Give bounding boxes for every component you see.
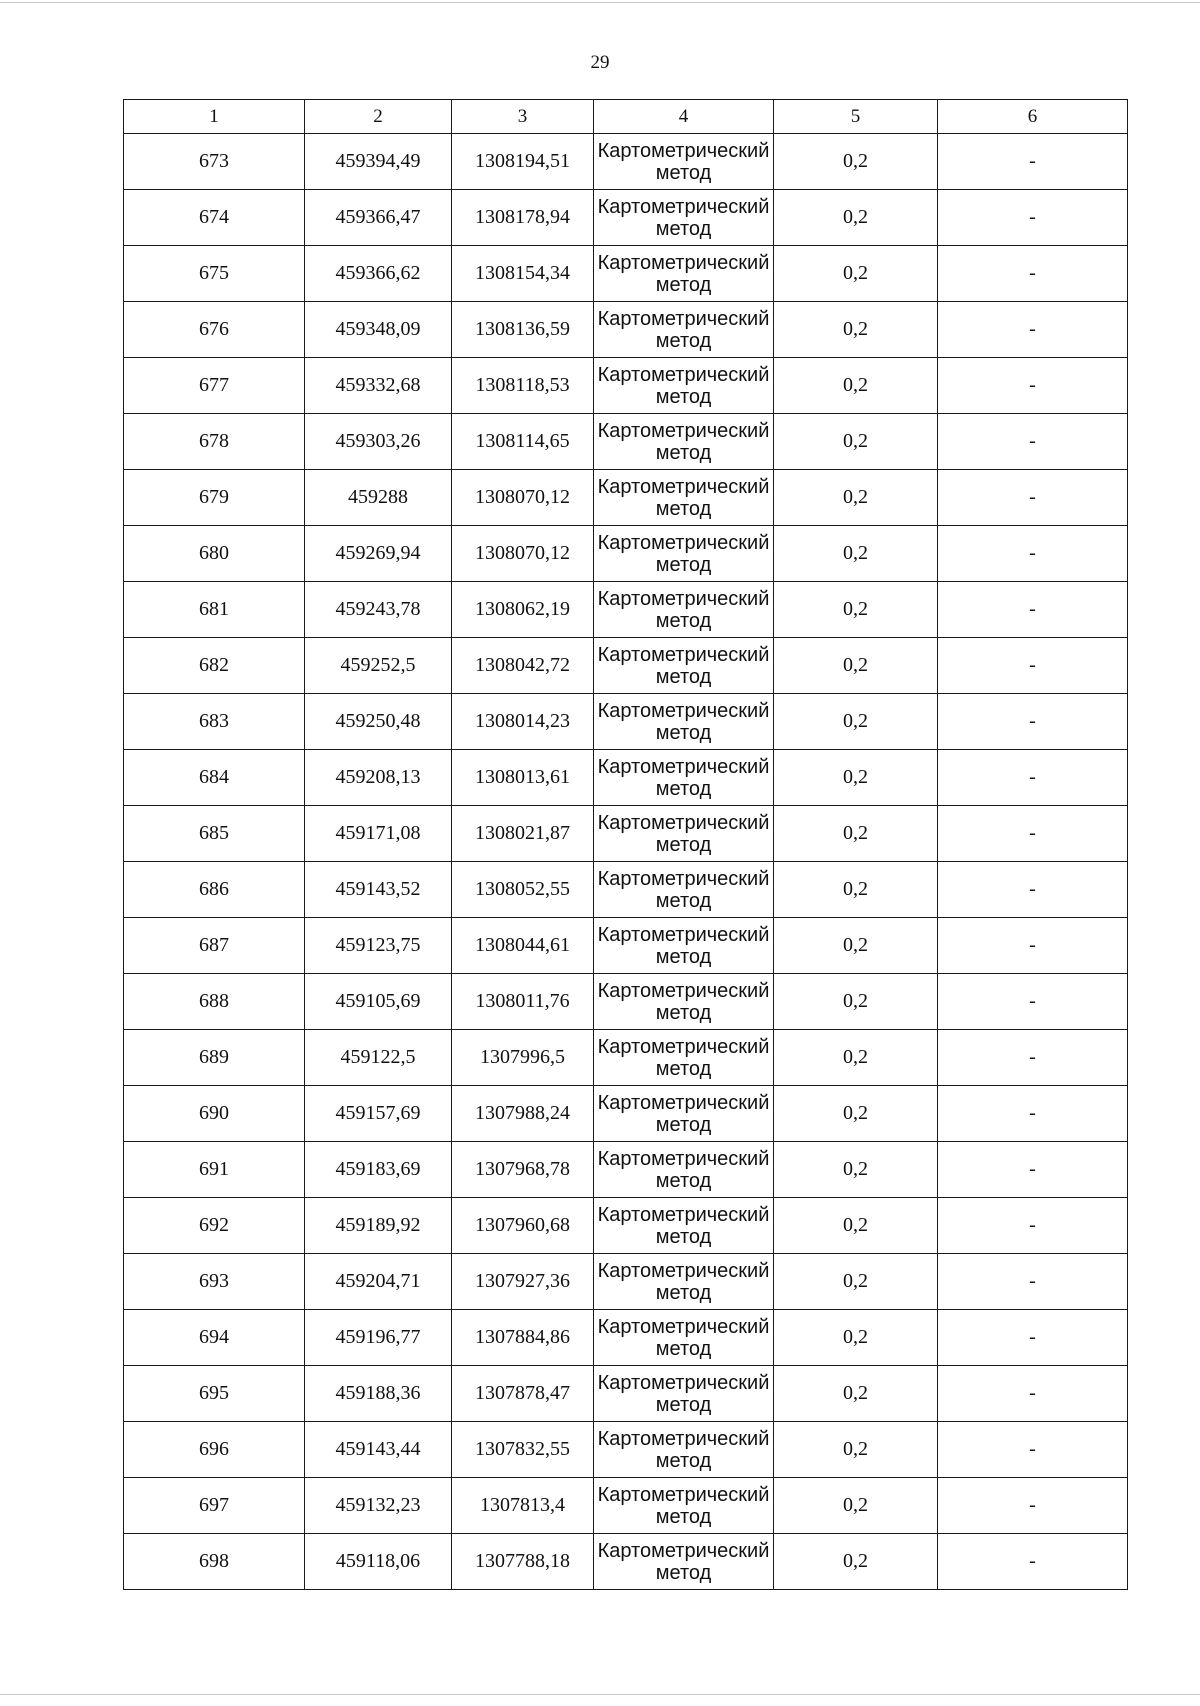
note-cell: - [938, 246, 1128, 302]
accuracy-cell: 0,2 [774, 526, 938, 582]
accuracy-cell: 0,2 [774, 694, 938, 750]
coordinate-x-cell: 459243,78 [305, 582, 452, 638]
table-row [124, 1030, 1128, 1086]
coordinate-x-cell: 459303,26 [305, 414, 452, 470]
coordinate-y-cell: 1307884,86 [452, 1310, 594, 1366]
table-body [124, 134, 1128, 1590]
method-line-1: Картометрический [597, 587, 770, 610]
method-line-1: Картометрический [597, 139, 770, 162]
method-line-1: Картометрический [597, 1147, 770, 1170]
point-number-cell: 697 [124, 1478, 305, 1534]
note-cell: - [938, 1534, 1128, 1590]
coordinate-x-cell: 459157,69 [305, 1086, 452, 1142]
table-row [124, 1478, 1128, 1534]
note-cell: - [938, 750, 1128, 806]
note-cell: - [938, 1478, 1128, 1534]
table-row [124, 246, 1128, 302]
point-number-cell: 690 [124, 1086, 305, 1142]
coordinate-y-cell: 1308052,55 [452, 862, 594, 918]
coordinate-y-cell: 1308014,23 [452, 694, 594, 750]
method-cell [594, 1086, 774, 1142]
coordinate-y-cell: 1308136,59 [452, 302, 594, 358]
method-line-1: Картометрический [597, 531, 770, 554]
method-line-1: Картометрический [597, 1539, 770, 1562]
point-number-cell: 694 [124, 1310, 305, 1366]
method-line-2: метод [655, 385, 712, 408]
note-cell: - [938, 1142, 1128, 1198]
method-line-2: метод [655, 777, 712, 800]
method-line-2: метод [655, 721, 712, 744]
method-line-2: метод [655, 833, 712, 856]
coordinate-y-cell: 1308044,61 [452, 918, 594, 974]
table-row [124, 974, 1128, 1030]
accuracy-cell: 0,2 [774, 1142, 938, 1198]
accuracy-cell: 0,2 [774, 582, 938, 638]
coordinate-x-cell: 459250,48 [305, 694, 452, 750]
method-line-2: метод [655, 1393, 712, 1416]
table-row [124, 862, 1128, 918]
coordinate-y-cell: 1308021,87 [452, 806, 594, 862]
point-number-cell: 681 [124, 582, 305, 638]
coordinate-y-cell: 1308011,76 [452, 974, 594, 1030]
method-cell [594, 1198, 774, 1254]
coordinate-x-cell: 459105,69 [305, 974, 452, 1030]
column-header-4: 4 [594, 100, 774, 134]
note-cell: - [938, 918, 1128, 974]
point-number-cell: 683 [124, 694, 305, 750]
method-line-2: метод [655, 1169, 712, 1192]
column-header-3: 3 [452, 100, 594, 134]
coordinate-y-cell: 1307927,36 [452, 1254, 594, 1310]
scan-edge-bottom [0, 1694, 1200, 1695]
accuracy-cell: 0,2 [774, 1086, 938, 1142]
point-number-cell: 696 [124, 1422, 305, 1478]
accuracy-cell: 0,2 [774, 470, 938, 526]
method-cell [594, 134, 774, 190]
table-row [124, 918, 1128, 974]
method-cell [594, 302, 774, 358]
coordinate-y-cell: 1307960,68 [452, 1198, 594, 1254]
table-row [124, 190, 1128, 246]
coordinate-x-cell: 459252,5 [305, 638, 452, 694]
coordinate-x-cell: 459204,71 [305, 1254, 452, 1310]
point-number-cell: 686 [124, 862, 305, 918]
method-cell [594, 1534, 774, 1590]
method-line-1: Картометрический [597, 1203, 770, 1226]
method-line-2: метод [655, 1281, 712, 1304]
method-line-1: Картометрический [597, 1427, 770, 1450]
coordinate-y-cell: 1307832,55 [452, 1422, 594, 1478]
method-line-2: метод [655, 273, 712, 296]
method-cell [594, 1310, 774, 1366]
table-row [124, 414, 1128, 470]
accuracy-cell: 0,2 [774, 134, 938, 190]
point-number-cell: 698 [124, 1534, 305, 1590]
note-cell: - [938, 134, 1128, 190]
coordinate-x-cell: 459208,13 [305, 750, 452, 806]
accuracy-cell: 0,2 [774, 974, 938, 1030]
method-line-1: Картометрический [597, 755, 770, 778]
method-line-1: Картометрический [597, 307, 770, 330]
method-line-1: Картометрический [597, 1371, 770, 1394]
method-line-1: Картометрический [597, 699, 770, 722]
accuracy-cell: 0,2 [774, 862, 938, 918]
method-cell [594, 1422, 774, 1478]
method-line-2: метод [655, 1001, 712, 1024]
table-row [124, 1254, 1128, 1310]
point-number-cell: 692 [124, 1198, 305, 1254]
coordinate-y-cell: 1307788,18 [452, 1534, 594, 1590]
accuracy-cell: 0,2 [774, 1422, 938, 1478]
coordinate-y-cell: 1308154,34 [452, 246, 594, 302]
method-line-1: Картометрический [597, 867, 770, 890]
note-cell: - [938, 974, 1128, 1030]
method-line-1: Картометрический [597, 643, 770, 666]
coordinate-x-cell: 459123,75 [305, 918, 452, 974]
coordinate-x-cell: 459366,62 [305, 246, 452, 302]
method-cell [594, 414, 774, 470]
table-row [124, 1366, 1128, 1422]
method-line-1: Картометрический [597, 195, 770, 218]
coordinate-y-cell: 1307988,24 [452, 1086, 594, 1142]
note-cell: - [938, 1254, 1128, 1310]
method-line-2: метод [655, 889, 712, 912]
coordinate-x-cell: 459171,08 [305, 806, 452, 862]
note-cell: - [938, 1422, 1128, 1478]
method-line-2: метод [655, 1561, 712, 1584]
method-line-2: метод [655, 497, 712, 520]
method-cell [594, 582, 774, 638]
method-cell [594, 246, 774, 302]
coordinate-x-cell: 459188,36 [305, 1366, 452, 1422]
point-number-cell: 678 [124, 414, 305, 470]
column-header-5: 5 [774, 100, 938, 134]
point-number-cell: 679 [124, 470, 305, 526]
note-cell: - [938, 582, 1128, 638]
method-cell [594, 638, 774, 694]
point-number-cell: 695 [124, 1366, 305, 1422]
note-cell: - [938, 1366, 1128, 1422]
coordinate-y-cell: 1308013,61 [452, 750, 594, 806]
coordinate-x-cell: 459394,49 [305, 134, 452, 190]
method-line-2: метод [655, 217, 712, 240]
point-number-cell: 677 [124, 358, 305, 414]
note-cell: - [938, 414, 1128, 470]
method-cell [594, 750, 774, 806]
method-line-1: Картометрический [597, 811, 770, 834]
coordinate-y-cell: 1307813,4 [452, 1478, 594, 1534]
method-line-2: метод [655, 161, 712, 184]
coordinate-y-cell: 1308042,72 [452, 638, 594, 694]
method-line-2: метод [655, 609, 712, 632]
method-line-2: метод [655, 1057, 712, 1080]
method-line-2: метод [655, 1113, 712, 1136]
coordinate-x-cell: 459118,06 [305, 1534, 452, 1590]
coordinate-x-cell: 459332,68 [305, 358, 452, 414]
method-cell [594, 1030, 774, 1086]
accuracy-cell: 0,2 [774, 1310, 938, 1366]
note-cell: - [938, 1030, 1128, 1086]
coordinate-x-cell: 459269,94 [305, 526, 452, 582]
method-line-2: метод [655, 329, 712, 352]
point-number-cell: 691 [124, 1142, 305, 1198]
method-cell [594, 1254, 774, 1310]
method-line-1: Картометрический [597, 419, 770, 442]
method-cell [594, 190, 774, 246]
coordinate-y-cell: 1307968,78 [452, 1142, 594, 1198]
method-line-1: Картометрический [597, 979, 770, 1002]
method-cell [594, 974, 774, 1030]
note-cell: - [938, 1310, 1128, 1366]
method-line-1: Картометрический [597, 923, 770, 946]
method-line-2: метод [655, 1505, 712, 1528]
note-cell: - [938, 190, 1128, 246]
coordinate-y-cell: 1307996,5 [452, 1030, 594, 1086]
point-number-cell: 676 [124, 302, 305, 358]
point-number-cell: 689 [124, 1030, 305, 1086]
table-row [124, 526, 1128, 582]
method-cell [594, 918, 774, 974]
method-line-1: Картометрический [597, 1315, 770, 1338]
table-row [124, 1310, 1128, 1366]
coordinate-y-cell: 1308114,65 [452, 414, 594, 470]
point-number-cell: 675 [124, 246, 305, 302]
coordinate-y-cell: 1308118,53 [452, 358, 594, 414]
table-row [124, 1142, 1128, 1198]
method-cell [594, 470, 774, 526]
coordinate-x-cell: 459288 [305, 470, 452, 526]
table-row [124, 358, 1128, 414]
column-header-6: 6 [938, 100, 1128, 134]
method-cell [594, 526, 774, 582]
method-cell [594, 694, 774, 750]
accuracy-cell: 0,2 [774, 1478, 938, 1534]
method-line-1: Картометрический [597, 363, 770, 386]
point-number-cell: 680 [124, 526, 305, 582]
accuracy-cell: 0,2 [774, 1030, 938, 1086]
coordinate-y-cell: 1308070,12 [452, 526, 594, 582]
note-cell: - [938, 1198, 1128, 1254]
note-cell: - [938, 526, 1128, 582]
coordinate-x-cell: 459143,52 [305, 862, 452, 918]
note-cell: - [938, 470, 1128, 526]
method-line-2: метод [655, 945, 712, 968]
note-cell: - [938, 862, 1128, 918]
accuracy-cell: 0,2 [774, 806, 938, 862]
table-row [124, 470, 1128, 526]
table-row [124, 1198, 1128, 1254]
table-row [124, 1534, 1128, 1590]
method-line-2: метод [655, 665, 712, 688]
method-line-2: метод [655, 1449, 712, 1472]
note-cell: - [938, 1086, 1128, 1142]
coordinate-x-cell: 459366,47 [305, 190, 452, 246]
note-cell: - [938, 358, 1128, 414]
method-cell [594, 1142, 774, 1198]
coordinate-x-cell: 459196,77 [305, 1310, 452, 1366]
point-number-cell: 688 [124, 974, 305, 1030]
note-cell: - [938, 638, 1128, 694]
coordinate-x-cell: 459189,92 [305, 1198, 452, 1254]
method-cell [594, 1366, 774, 1422]
accuracy-cell: 0,2 [774, 414, 938, 470]
method-line-2: метод [655, 441, 712, 464]
method-cell [594, 862, 774, 918]
coordinate-y-cell: 1307878,47 [452, 1366, 594, 1422]
accuracy-cell: 0,2 [774, 1254, 938, 1310]
method-cell [594, 1478, 774, 1534]
coordinate-y-cell: 1308070,12 [452, 470, 594, 526]
accuracy-cell: 0,2 [774, 918, 938, 974]
coordinate-x-cell: 459348,09 [305, 302, 452, 358]
table-row [124, 750, 1128, 806]
table-row [124, 1422, 1128, 1478]
coordinate-y-cell: 1308178,94 [452, 190, 594, 246]
point-number-cell: 673 [124, 134, 305, 190]
method-line-1: Картометрический [597, 475, 770, 498]
accuracy-cell: 0,2 [774, 358, 938, 414]
method-line-1: Картометрический [597, 251, 770, 274]
accuracy-cell: 0,2 [774, 190, 938, 246]
coordinate-y-cell: 1308194,51 [452, 134, 594, 190]
accuracy-cell: 0,2 [774, 1366, 938, 1422]
table-row [124, 638, 1128, 694]
accuracy-cell: 0,2 [774, 302, 938, 358]
point-number-cell: 685 [124, 806, 305, 862]
table-row [124, 134, 1128, 190]
accuracy-cell: 0,2 [774, 1198, 938, 1254]
table-row [124, 1086, 1128, 1142]
column-header-2: 2 [305, 100, 452, 134]
page-number: 29 [590, 52, 610, 73]
column-header-1: 1 [124, 100, 305, 134]
point-number-cell: 682 [124, 638, 305, 694]
coordinate-x-cell: 459132,23 [305, 1478, 452, 1534]
note-cell: - [938, 694, 1128, 750]
point-number-cell: 674 [124, 190, 305, 246]
table-row [124, 582, 1128, 638]
coordinate-x-cell: 459143,44 [305, 1422, 452, 1478]
method-line-1: Картометрический [597, 1259, 770, 1282]
accuracy-cell: 0,2 [774, 750, 938, 806]
table-row [124, 694, 1128, 750]
method-line-2: метод [655, 1337, 712, 1360]
table-row [124, 302, 1128, 358]
accuracy-cell: 0,2 [774, 638, 938, 694]
method-cell [594, 358, 774, 414]
coordinate-y-cell: 1308062,19 [452, 582, 594, 638]
note-cell: - [938, 806, 1128, 862]
coordinates-table [123, 99, 1128, 1590]
method-line-1: Картометрический [597, 1483, 770, 1506]
table-row [124, 806, 1128, 862]
method-line-2: метод [655, 1225, 712, 1248]
accuracy-cell: 0,2 [774, 246, 938, 302]
note-cell: - [938, 302, 1128, 358]
coordinate-x-cell: 459122,5 [305, 1030, 452, 1086]
table-header-row [124, 100, 1128, 134]
method-line-1: Картометрический [597, 1035, 770, 1058]
accuracy-cell: 0,2 [774, 1534, 938, 1590]
point-number-cell: 687 [124, 918, 305, 974]
method-cell [594, 806, 774, 862]
point-number-cell: 684 [124, 750, 305, 806]
coordinate-x-cell: 459183,69 [305, 1142, 452, 1198]
method-line-2: метод [655, 553, 712, 576]
point-number-cell: 693 [124, 1254, 305, 1310]
scan-edge-top [0, 2, 1200, 3]
method-line-1: Картометрический [597, 1091, 770, 1114]
